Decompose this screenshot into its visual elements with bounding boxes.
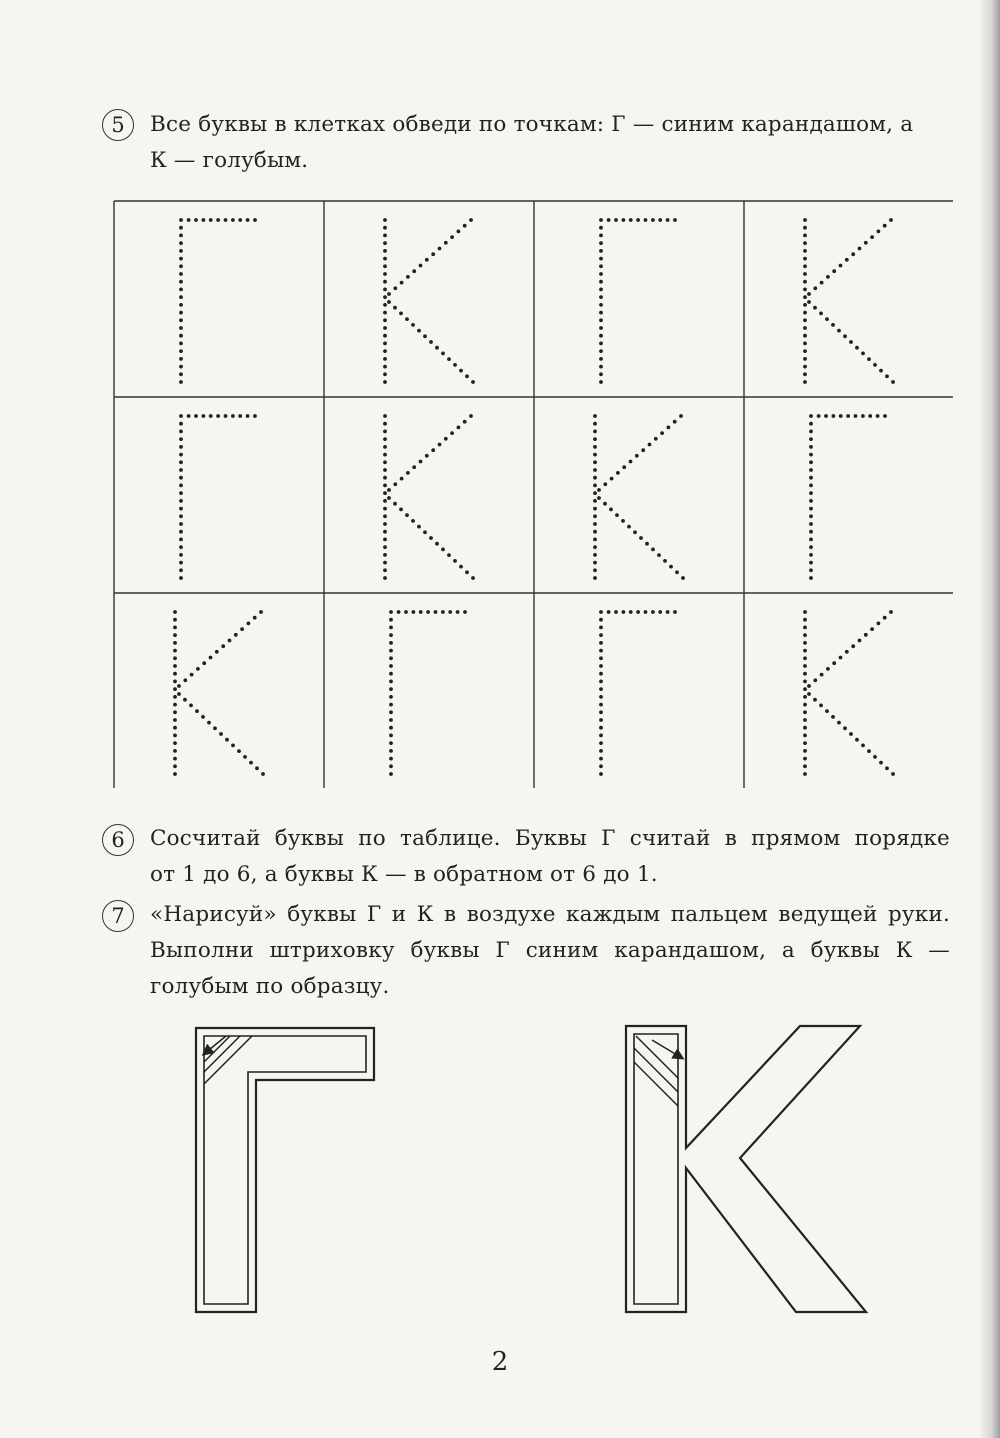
task-5-text	[150, 107, 962, 179]
page-number: 2	[491, 1347, 509, 1377]
task-6-line-1: Сосчитай буквы по таблице. Буквы Г считай в прямом порядке	[150, 826, 950, 851]
dotted-letter-k	[803, 610, 895, 776]
task-6	[102, 821, 962, 893]
sample-letter-g	[196, 1028, 374, 1312]
dotted-letter-k	[803, 218, 895, 384]
task-7-line-1: «Нарисуй» буквы Г и К в воздухе каждым пальцем ведущей руки.	[150, 902, 950, 927]
task-7	[102, 897, 962, 1005]
dotted-letter-k	[383, 414, 475, 580]
dotted-letter-g	[389, 610, 467, 776]
sample-letter-k	[626, 1026, 866, 1312]
dotted-letter-g	[599, 218, 677, 384]
task-5-line-2: К — голубым.	[150, 148, 309, 173]
task-7-text	[150, 897, 962, 1005]
task-5-number: 5	[102, 109, 134, 141]
task-5-line-1: Все буквы в клетках обведи по точкам: Г — синим карандашом, а	[150, 112, 914, 137]
task-7-number: 7	[102, 900, 134, 932]
task-6-text	[150, 821, 962, 893]
sample-letters	[0, 1020, 1000, 1320]
dotted-letter-k	[173, 610, 265, 776]
dotted-letter-k	[383, 218, 475, 384]
task-7-line-3: голубым по образцу.	[150, 974, 390, 999]
dotted-letter-grid	[113, 200, 953, 788]
task-6-line-2: от 1 до 6, а буквы К — в обратном от 6 до 1.	[150, 862, 658, 887]
grid-lines	[114, 201, 953, 788]
task-6-number: 6	[102, 824, 134, 856]
task-5	[102, 107, 962, 179]
dotted-letter-k	[593, 414, 685, 580]
dotted-letter-g	[179, 414, 257, 580]
dotted-letter-g	[599, 610, 677, 776]
task-7-line-2: Выполни штриховку буквы Г синим карандашом, а буквы К —	[150, 938, 950, 963]
dotted-letter-g	[179, 218, 257, 384]
dotted-letter-g	[809, 414, 887, 580]
